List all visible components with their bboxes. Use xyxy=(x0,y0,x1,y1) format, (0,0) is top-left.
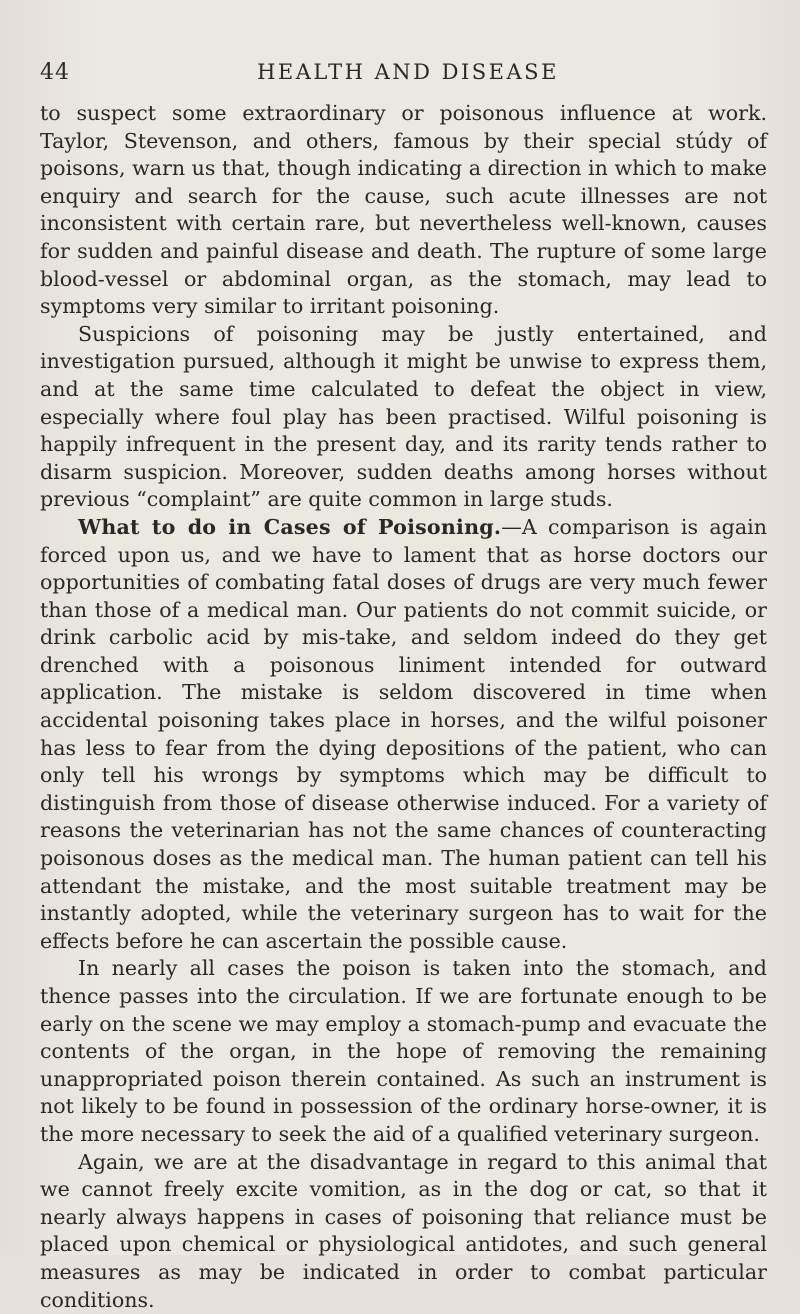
section-heading: What to do in Cases of Poisoning. xyxy=(78,514,502,539)
paragraph-suspicions: Suspicions of poisoning may be justly entertained, and investigation pursued, although it might be unwise to express them, and at the same time calculated to defeat the object in view, especially where foul play has been practised. Wilful poisoning is happily infrequent in the present day, and its rarity tends rather to disarm suspicion. Moreover, sudden deaths among horses without previous “complaint” are quite common in large studs. xyxy=(40,321,767,512)
running-title: HEALTH AND DISEASE xyxy=(257,60,559,84)
section-heading-body: —A comparison is again forced upon us, and we have to lament that as horse doctors our opportunities of combating fatal doses of drugs are very much fewer than those of a medical man. Our patients do not commit suicide, or drink carbolic acid by mis-take, and seldom indeed do they get drenched with a poisonous liniment intended for outward application. The mistake is seldom discovered in time when accidental poisoning takes place in horses, and the wilful poisoner has less to fear from the dying depositions of the patient, who can only tell his wrongs by symptoms which may be difficult to distinguish from those of disease otherwise induced. For a variety of reasons the veterinarian has not the same chances of counteracting poisonous doses as the medical man. The human patient can tell his attendant the mistake, and the most suitable treatment may be instantly adopted, while the veterinary surgeon has to wait for the effects before he can ascertain the possible cause. xyxy=(40,514,767,953)
running-head xyxy=(38,60,768,88)
paragraph-what-to-do xyxy=(40,514,767,956)
paragraph-continuation: to suspect some extraordinary or poisonous influence at work. Taylor, Stevenson, and others, famous by their special stúdy of poisons, warn us that, though indicating a direction in which to make enquiry and search for the cause, such acute illnesses are not inconsistent with certain rare, but nevertheless well-known, causes for sudden and painful disease and death. The rupture of some large blood-vessel or abdominal organ, as the stomach, may lead to symptoms very similar to irritant poisoning. xyxy=(40,101,767,319)
page-number: 44 xyxy=(40,60,70,85)
body-text xyxy=(40,100,767,1314)
paragraph-vomition: Again, we are at the disadvantage in regard to this animal that we cannot freely excite vomition, as in the dog or cat, so that it nearly always happens in cases of poisoning that reliance must be placed upon chemical or physiological antidotes, and such general measures as may be indicated in order to combat particular conditions. xyxy=(40,1149,767,1312)
paragraph-stomach-pump: In nearly all cases the poison is taken into the stomach, and thence passes into the circulation. If we are fortunate enough to be early on the scene we may employ a stomach-pump and evacuate the contents of the organ, in the hope of removing the remaining unappropriated poison therein contained. As such an instrument is not likely to be found in possession of the ordinary horse-owner, it is the more necessary to seek the aid of a qualified veterinary surgeon. xyxy=(40,956,767,1146)
